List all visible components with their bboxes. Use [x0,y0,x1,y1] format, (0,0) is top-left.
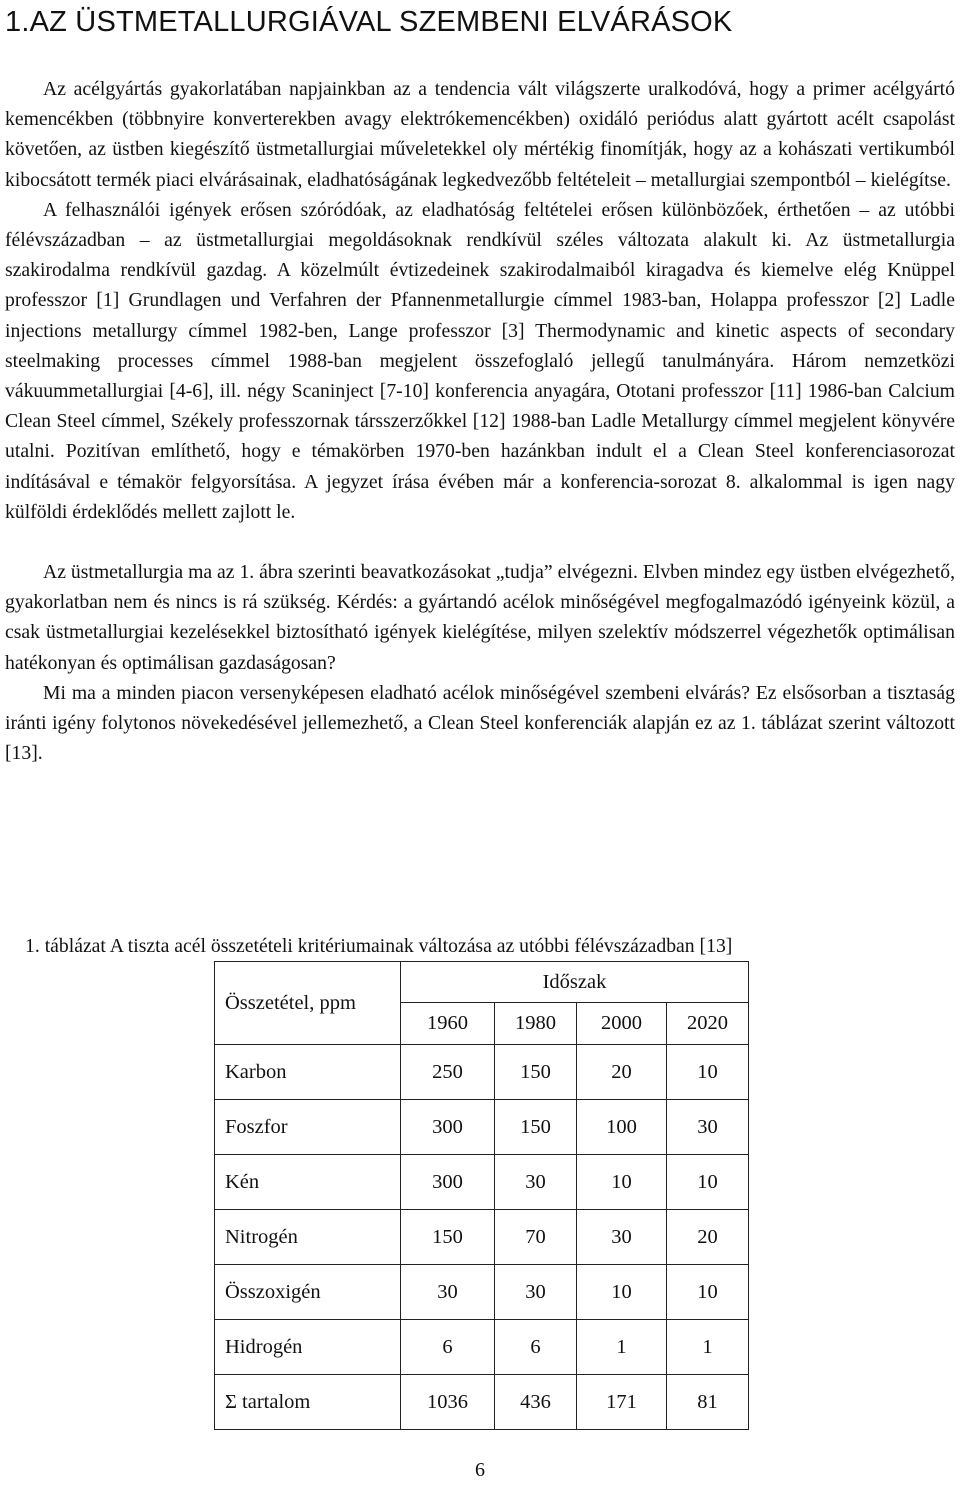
element-label-cell: Kén [215,1155,401,1210]
element-label-cell: Összoxigén [215,1265,401,1320]
value-cell: 20 [577,1045,667,1100]
paragraph-expectation: Mi ma a minden piacon versenyképesen eladható acélok minőségével szembeni elvárás? Ez elsősorban a tisztaság iránti igény folytonos növekedésével jellemezhető, a Clean Steel konferenciák alapján ez az 1. táblázat szerint változott [13]. [5,681,955,765]
table-row [215,1265,749,1320]
value-cell: 30 [577,1210,667,1265]
group-header-cell: Időszak [401,962,749,1003]
row-header-cell: Összetétel, ppm [215,962,401,1045]
table-row [215,1320,749,1375]
value-cell: 150 [401,1210,495,1265]
value-cell: 1 [577,1320,667,1375]
value-cell: 300 [401,1155,495,1210]
element-label-cell: Karbon [215,1045,401,1100]
value-cell: 10 [577,1265,667,1320]
chapter-title: 1.AZ ÜSTMETALLURGIÁVAL SZEMBENI ELVÁRÁSOK [5,6,733,38]
value-cell: 436 [495,1375,577,1430]
value-cell: 1 [667,1320,749,1375]
table-row [215,1375,749,1430]
page-number: 6 [475,1459,485,1481]
element-label-cell: Σ tartalom [215,1375,401,1430]
element-label-cell: Hidrogén [215,1320,401,1375]
element-label-cell: Foszfor [215,1100,401,1155]
paragraph-intro: Az acélgyártás gyakorlatában napjainkban az a tendencia vált világszerte uralkodóvá, hogy a primer acélgyártó kemencékben (többnyire konverterekben avagy elektrókemencékben) oxidáló periódus alatt gyártott acélt csapolást követően, az üstben kiegészítő üstmetallurgiai műveletekkel oly mértékig finomítják, hogy az a kohászati vertikumból kibocsátott termék piaci elvárásainak, eladhatóságának legkedvezőbb feltételeit – metallurgiai szempontból – kielégítse. [5,78,955,191]
paragraph-question: Az üstmetallurgia ma az 1. ábra szerinti beavatkozásokat „tudja” elvégezni. Elvben mindez egy üstben elvégezhető, gyakorlatban nem és nincs is rá szükség. Kérdés: a gyártandó acélok minőségével megfogalmazódó igényeink közül, a csak üstmetallurgiai kezelésekkel biztosítható igények kielégítése, milyen szelektív módszerrel végezhetők optimálisan hatékonyan és optimálisan gazdaságosan? [5,561,955,674]
element-label-cell: Nitrogén [215,1210,401,1265]
value-cell: 171 [577,1375,667,1430]
year-cell: 2020 [667,1003,749,1045]
value-cell: 30 [495,1265,577,1320]
table-caption: 1. táblázat A tiszta acél összetételi kritériumainak változása az utóbbi félévszázadban [13] [25,935,733,957]
value-cell: 150 [495,1100,577,1155]
table-row [215,1100,749,1155]
paragraph-literature: A felhasználói igények erősen szóródóak, az eladhatóság feltételei erősen különbözőek, érthetően – az utóbbi félévszázadban – az üstmetallurgiai megoldásoknak rendkívül széles változata alakult ki. Az üstmetallurgia szakirodalma rendkívül gazdag. A közelmúlt évtizedeinek szakirodalmaiból kiragadva és kiemelve elég Knüppel professzor [1] Grundlagen und Verfahren der Pfannenmetallurgie címmel 1983-ban, Holappa professzor [2] Ladle injections metallurgy címmel 1982-ben, Lange professzor [3] Thermodynamic and kinetic aspects of secondary steelmaking processes címmel 1988-ban megjelent összefoglaló jellegű tanulmányára. Három nemzetközi vákuummetallurgiai [4-6], ill. négy Scaninject [7-10] konferencia anyagára, Ototani professzor [11] 1986-ban Calcium Clean Steel címmel, Székely professzornak társszerzőkkel [12] 1988-ban Ladle Metallurgy címmel megjelent könyvére utalni. Pozitívan említhető, hogy e témakörben 1970-ben hazánkban indult el a Clean Steel konferenciasorozat indításával e témakör felgyorsítása. A jegyzet írása évében már a konferencia-sorozat 8. alkalommal is igen nagy külföldi érdeklődés mellett zajlott le. [5,198,955,523]
table-header-row [215,962,749,1003]
value-cell: 150 [495,1045,577,1100]
value-cell: 250 [401,1045,495,1100]
value-cell: 1036 [401,1375,495,1430]
table-row [215,1045,749,1100]
year-cell: 2000 [577,1003,667,1045]
body-text [5,74,955,768]
value-cell: 70 [495,1210,577,1265]
value-cell: 30 [401,1265,495,1320]
value-cell: 10 [577,1155,667,1210]
value-cell: 30 [667,1100,749,1155]
year-cell: 1980 [495,1003,577,1045]
value-cell: 10 [667,1265,749,1320]
value-cell: 81 [667,1375,749,1430]
value-cell: 300 [401,1100,495,1155]
value-cell: 10 [667,1155,749,1210]
value-cell: 100 [577,1100,667,1155]
value-cell: 6 [401,1320,495,1375]
year-cell: 1960 [401,1003,495,1045]
table-row [215,1155,749,1210]
table-row [215,1210,749,1265]
value-cell: 10 [667,1045,749,1100]
value-cell: 6 [495,1320,577,1375]
value-cell: 20 [667,1210,749,1265]
composition-table [214,961,749,1430]
value-cell: 30 [495,1155,577,1210]
